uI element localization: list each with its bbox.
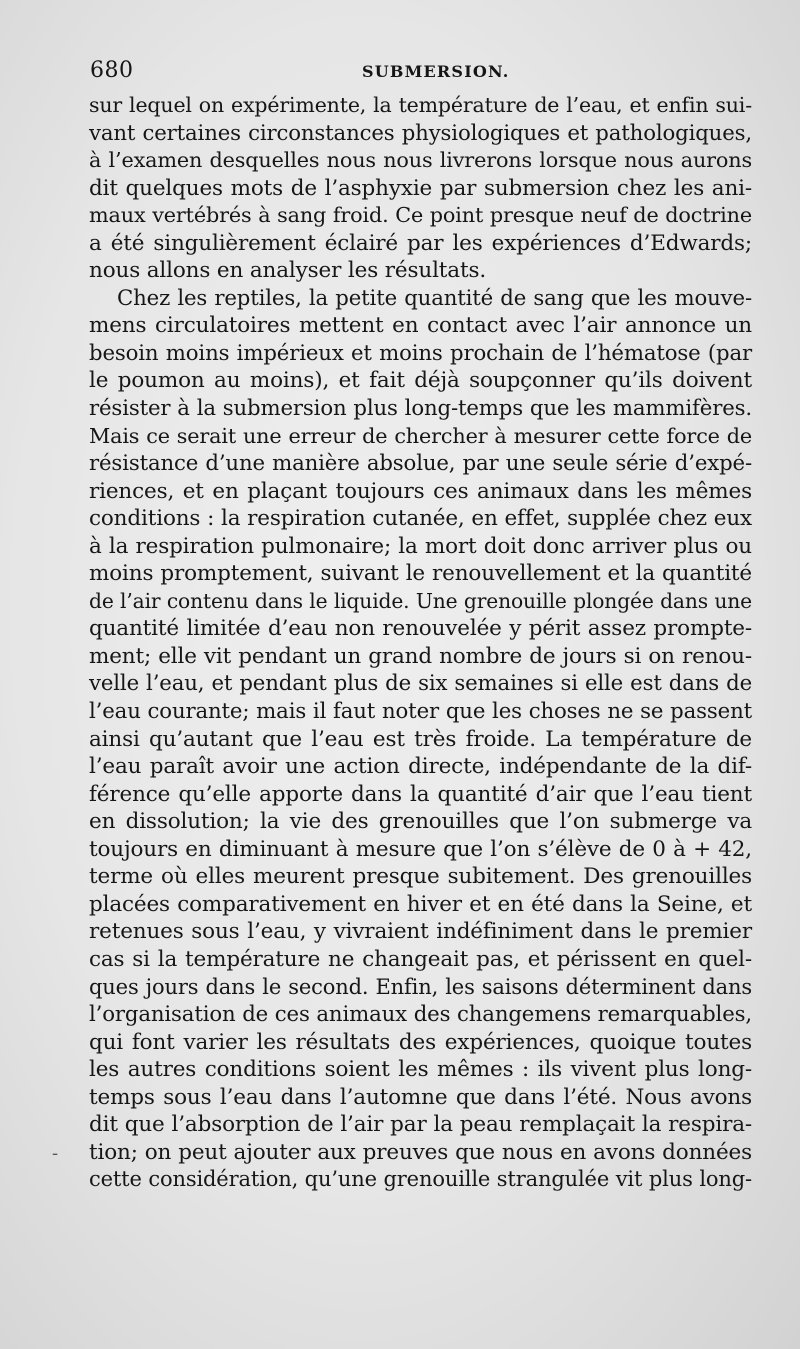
text-line: besoin moins impérieux et moins prochain de l’hématose (par — [89, 340, 752, 366]
text-line: temps sous l’eau dans l’automne que dans l’été. Nous avons — [89, 1084, 752, 1110]
text-line: résister à la submersion plus long-temps que les mammifères. — [89, 396, 752, 422]
text-line: ment; elle vit pendant un grand nombre de jours si on renou- — [89, 643, 752, 669]
text-line: riences, et en plaçant toujours ces animaux dans les mêmes — [89, 478, 752, 504]
text-line: Mais ce serait une erreur de chercher à mesurer cette force de — [89, 423, 752, 448]
text-line: férence qu’elle apporte dans la quantité d’air que l’eau tient — [89, 781, 752, 807]
text-line: résistance d’une manière absolue, par une seule série d’expé- — [89, 451, 752, 477]
margin-mark: - — [52, 1143, 59, 1164]
text-line: conditions : la respiration cutanée, en effet, supplée chez eux — [89, 506, 752, 532]
text-line: toujours en diminuant à mesure que l’on s’élève de 0 à + 42, — [89, 836, 752, 862]
text-line: l’organisation de ces animaux des changemens remarquables, — [89, 1002, 752, 1028]
text-line: ques jours dans le second. Enfin, les saisons déterminent dans — [89, 974, 752, 999]
text-line: a été singulièrement éclairé par les expériences d’Edwards; — [89, 230, 752, 256]
text-line: l’eau courante; mais il faut noter que les choses ne se passent — [89, 699, 752, 725]
text-line: Chez les reptiles, la petite quantité de sang que les mouve- — [117, 285, 752, 311]
running-title: SUBMERSION. — [362, 62, 510, 81]
text-line: l’eau paraît avoir une action directe, indépendante de la dif- — [89, 754, 752, 780]
text-line: cette considération, qu’une grenouille strangulée vit plus long- — [89, 1167, 752, 1192]
text-line: de l’air contenu dans le liquide. Une grenouille plongée dans une — [89, 588, 752, 613]
text-line: le poumon au moins), et fait déjà soupçonner qu’ils doivent — [89, 368, 752, 394]
text-line: sur lequel on expérimente, la température de l’eau, et enfin sui- — [89, 93, 752, 117]
text-line: terme où elles meurent presque subitement. Des grenouilles — [89, 864, 752, 890]
text-line: les autres conditions soient les mêmes : ils vivent plus long- — [89, 1057, 752, 1083]
text-line: qui font varier les résultats des expériences, quoique toutes — [89, 1029, 752, 1055]
text-line: en dissolution; la vie des grenouilles que l’on submerge va — [89, 809, 752, 835]
text-line: moins promptement, suivant le renouvellement et la quantité — [89, 561, 752, 587]
text-line: ainsi qu’autant que l’eau est très froide. La température de — [89, 726, 752, 752]
text-line: quantité limitée d’eau non renouvelée y périt assez prompte- — [89, 616, 752, 642]
text-line: tion; on peut ajouter aux preuves que nous en avons données — [89, 1139, 752, 1165]
text-line: à la respiration pulmonaire; la mort doit donc arriver plus ou — [89, 533, 752, 559]
page-number: 680 — [90, 58, 134, 83]
running-head — [90, 58, 750, 88]
text-line: dit que l’absorption de l’air par la peau remplaçait la respira- — [89, 1112, 752, 1138]
body-text — [89, 92, 752, 1194]
text-line: vant certaines circonstances physiologiques et pathologiques, — [89, 120, 752, 146]
text-line: velle l’eau, et pendant plus de six semaines si elle est dans de — [89, 671, 752, 697]
text-line: maux vertébrés à sang froid. Ce point presque neuf de doctrine — [89, 203, 752, 228]
text-line: à l’examen desquelles nous nous livrerons lorsque nous aurons — [89, 148, 752, 173]
text-line: dit quelques mots de l’asphyxie par submersion chez les ani- — [89, 175, 752, 201]
text-line: cas si la température ne changeait pas, et périssent en quel- — [89, 946, 752, 972]
text-line: mens circulatoires mettent en contact avec l’air annonce un — [89, 313, 752, 339]
text-line: retenues sous l’eau, y vivraient indéfiniment dans le premier — [89, 919, 752, 945]
text-line: placées comparativement en hiver et en été dans la Seine, et — [89, 891, 752, 917]
text-line: nous allons en analyser les résultats. — [89, 258, 487, 284]
